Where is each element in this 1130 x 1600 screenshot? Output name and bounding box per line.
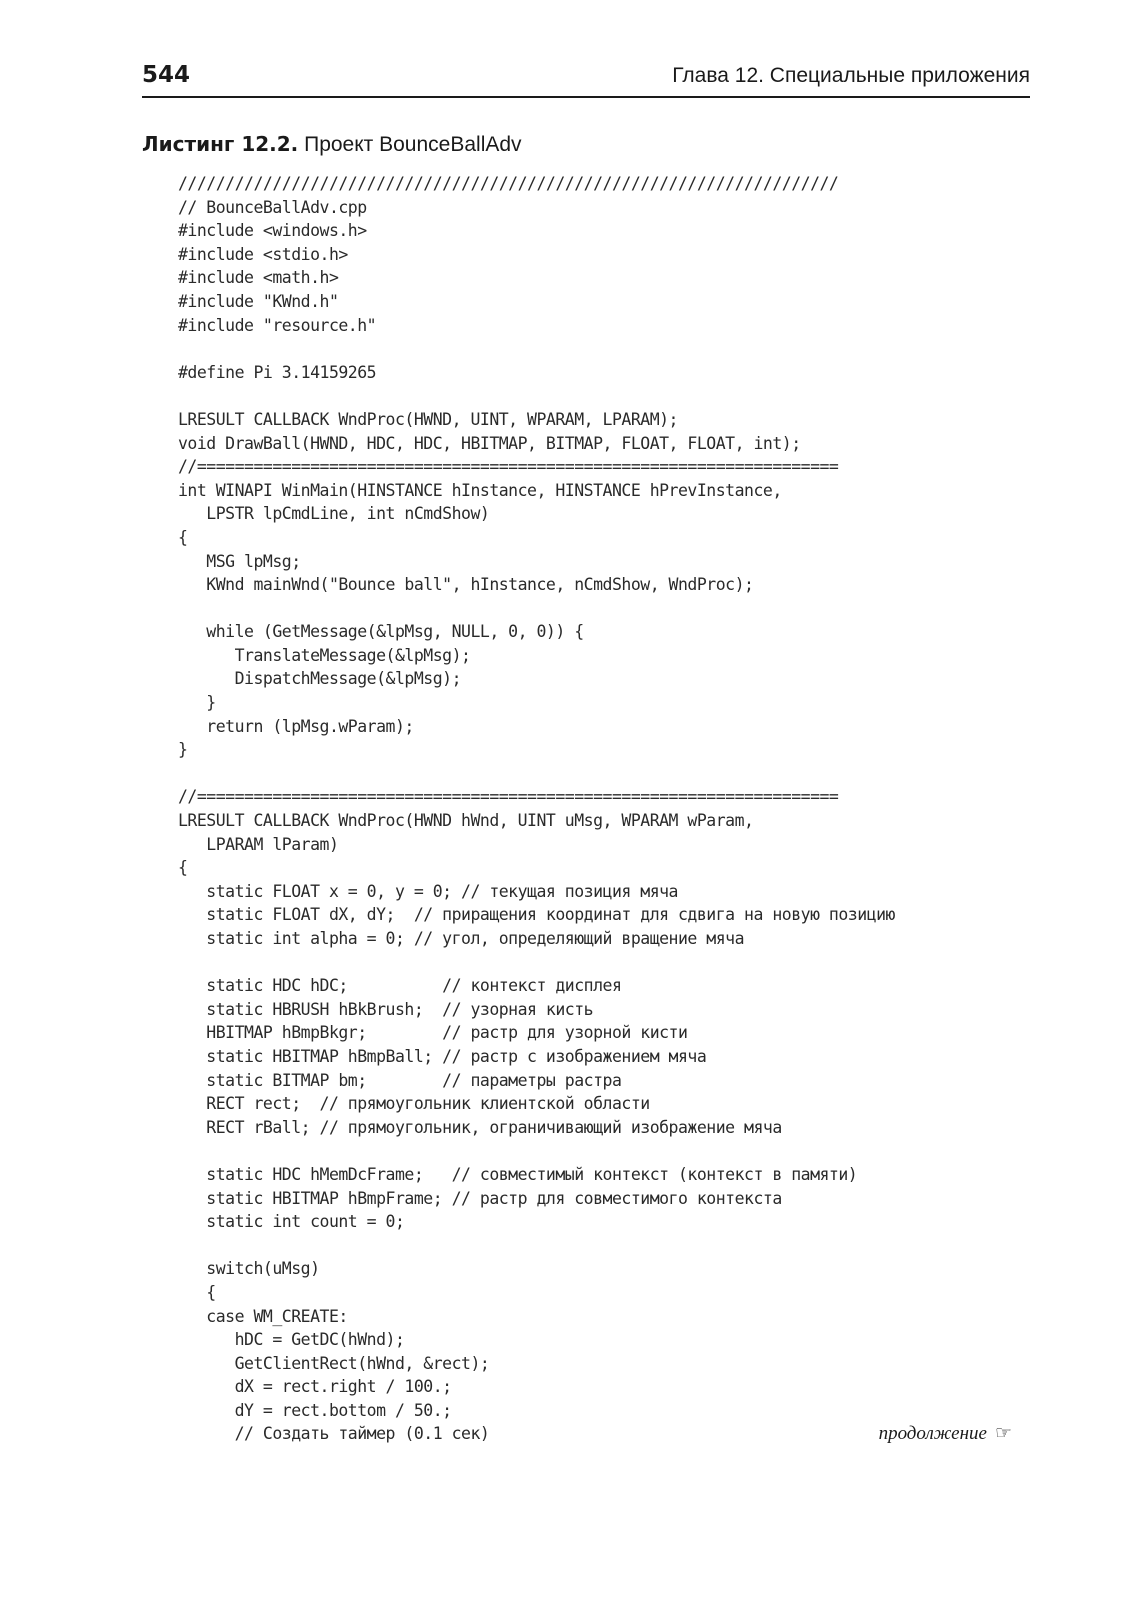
code-line: #define Pi 3.14159265 xyxy=(178,362,377,382)
code-line: return (lpMsg.wParam); xyxy=(178,716,414,736)
continuation-note xyxy=(879,1422,1012,1445)
code-line: HBITMAP hBmpBkgr; // растр для узорной кисти xyxy=(178,1023,688,1043)
listing-label: Листинг 12.2. xyxy=(142,132,299,156)
code-line: static HBITMAP hBmpBall; // растр с изображением мяча xyxy=(178,1046,707,1066)
code-line: ////////////////////////////////////////////////////////////////////// xyxy=(178,174,839,193)
page-number: 544 xyxy=(142,62,191,88)
code-line: #include <stdio.h> xyxy=(178,244,348,264)
code-line: #include "resource.h" xyxy=(178,315,377,335)
code-line: static FLOAT dX, dY; // приращения координат для сдвига на новую позицию xyxy=(178,905,895,925)
code-line: RECT rect; // прямоугольник клиентской области xyxy=(178,1094,650,1114)
code-line: { xyxy=(178,527,188,547)
code-line: #include "KWnd.h" xyxy=(178,291,339,311)
code-line: } xyxy=(178,740,188,760)
code-line: switch(uMsg) xyxy=(178,1259,320,1279)
code-line: TranslateMessage(&lpMsg); xyxy=(178,645,471,665)
code-line xyxy=(178,951,1098,975)
code-line: static int count = 0; xyxy=(178,1212,405,1232)
continuation-text: продолжение xyxy=(878,1423,987,1444)
code-line xyxy=(178,597,1098,621)
listing-title: Проект BounceBallAdv xyxy=(304,133,522,156)
listing-caption xyxy=(142,132,522,157)
code-line: { xyxy=(178,858,188,878)
code-line: #include <windows.h> xyxy=(178,221,367,241)
code-line: LRESULT CALLBACK WndProc(HWND, UINT, WPARAM, LPARAM); xyxy=(178,409,678,429)
code-line: //==================================================================== xyxy=(178,457,839,477)
code-line: { xyxy=(178,1282,216,1302)
code-line xyxy=(178,762,1098,786)
code-line: RECT rBall; // прямоугольник, ограничивающий изображение мяча xyxy=(178,1117,782,1137)
code-line: // BounceBallAdv.cpp xyxy=(178,197,367,217)
code-line: static HDC hDC; // контекст дисплея xyxy=(178,976,622,996)
code-line xyxy=(178,337,1098,361)
code-line: //==================================================================== xyxy=(178,787,839,807)
code-line: // Создать таймер (0.1 сек) xyxy=(178,1424,490,1444)
code-line: static HBRUSH hBkBrush; // узорная кисть xyxy=(178,999,594,1019)
code-line: void DrawBall(HWND, HDC, HDC, HBITMAP, BITMAP, FLOAT, FLOAT, int); xyxy=(178,433,801,453)
code-line: case WM_CREATE: xyxy=(178,1306,348,1326)
code-line: LPSTR lpCmdLine, int nCmdShow) xyxy=(178,504,490,524)
code-line: LRESULT CALLBACK WndProc(HWND hWnd, UINT uMsg, WPARAM wParam, xyxy=(178,811,754,831)
code-line: dX = rect.right / 100.; xyxy=(178,1377,452,1397)
code-line: #include <math.h> xyxy=(178,268,339,288)
code-line: } xyxy=(178,693,216,713)
code-line: int WINAPI WinMain(HINSTANCE hInstance, HINSTANCE hPrevInstance, xyxy=(178,480,782,500)
code-line: hDC = GetDC(hWnd); xyxy=(178,1330,405,1350)
code-line: static FLOAT x = 0, y = 0; // текущая позиция мяча xyxy=(178,881,678,901)
code-line: KWnd mainWnd("Bounce ball", hInstance, nCmdShow, WndProc); xyxy=(178,575,754,595)
code-line: MSG lpMsg; xyxy=(178,551,301,571)
code-line: static int alpha = 0; // угол, определяющий вращение мяча xyxy=(178,929,745,948)
code-line: static HDC hMemDcFrame; // совместимый контекст (контекст в памяти) xyxy=(178,1164,858,1184)
running-head: Глава 12. Специальные приложения xyxy=(672,64,1030,87)
code-line: DispatchMessage(&lpMsg); xyxy=(178,669,462,689)
code-line: LPARAM lParam) xyxy=(178,834,339,854)
code-line: static BITMAP bm; // параметры растра xyxy=(178,1070,622,1090)
code-line xyxy=(178,384,1098,408)
code-line xyxy=(178,1234,1098,1258)
code-listing xyxy=(178,172,1098,1446)
code-line: GetClientRect(hWnd, &rect); xyxy=(178,1353,490,1373)
pointing-hand-icon: ☞ xyxy=(994,1422,1012,1444)
code-line: static HBITMAP hBmpFrame; // растр для совместимого контекста xyxy=(178,1188,782,1208)
code-line: dY = rect.bottom / 50.; xyxy=(178,1400,452,1420)
code-line: while (GetMessage(&lpMsg, NULL, 0, 0)) { xyxy=(178,622,584,642)
code-line xyxy=(178,1139,1098,1163)
page-header xyxy=(142,60,1030,98)
